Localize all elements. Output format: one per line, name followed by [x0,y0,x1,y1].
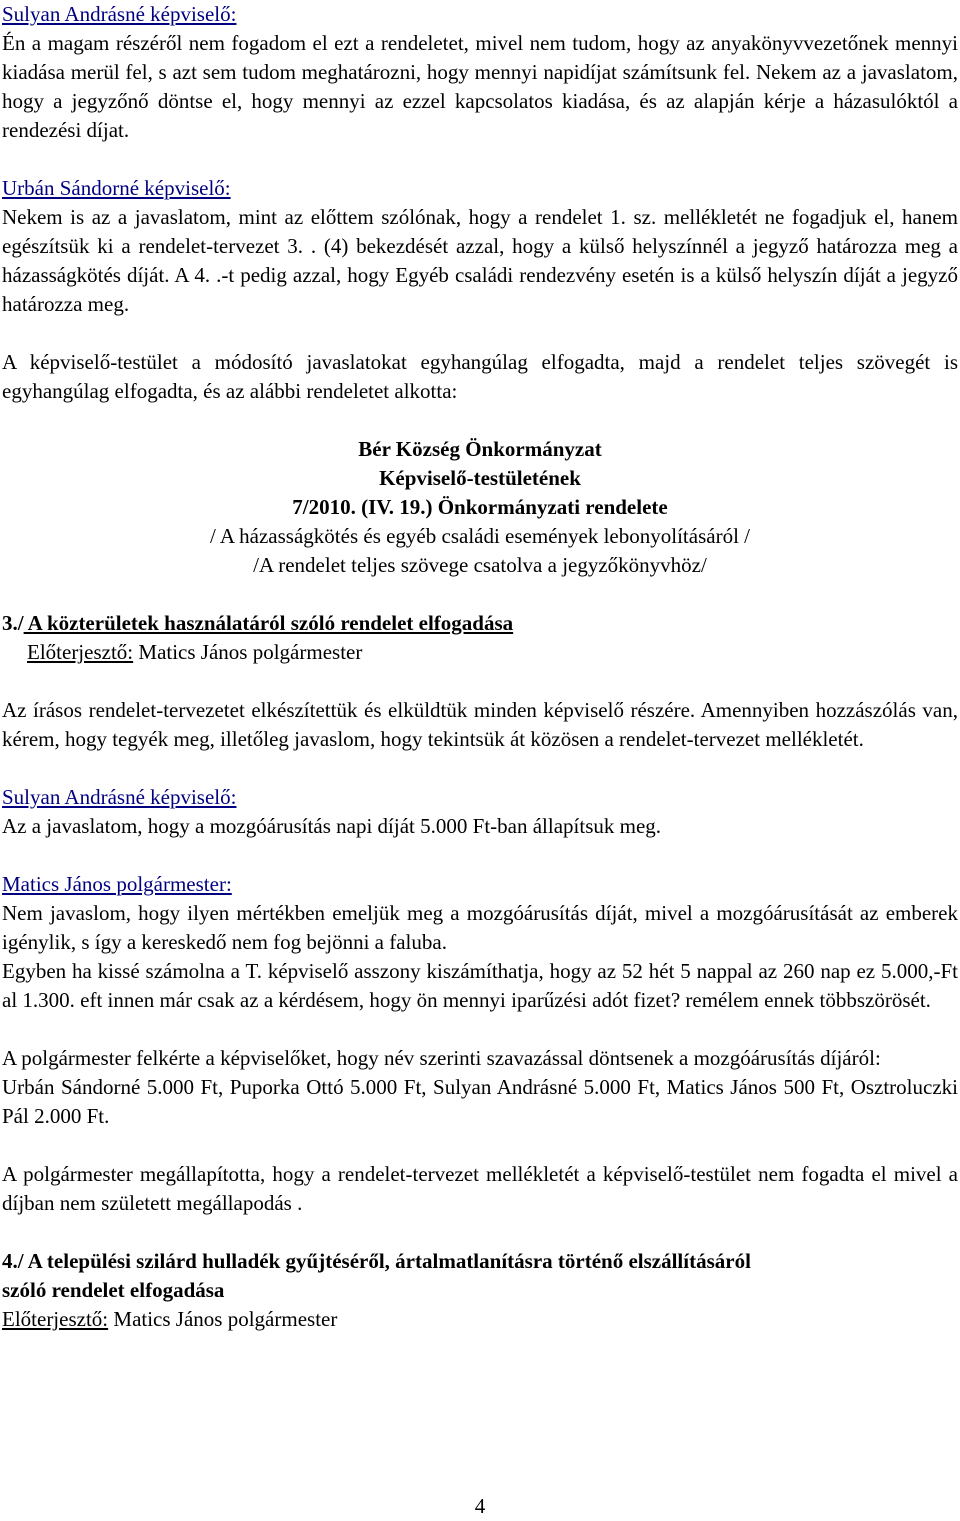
presenter-line: Előterjesztő: Matics János polgármester [27,640,363,664]
paragraph: Nem javaslom, hogy ilyen mértékben emeljük meg a mozgóárusítás díját, mivel a mozgóárusítását az emberek igénylik, s így a kereskedő nem fog bejönni a faluba. [2,901,958,954]
speaker-label: Matics János polgármester: [2,872,232,896]
decree-line: Bér Község Önkormányzat [358,437,602,461]
paragraph: Az a javaslatom, hogy a mozgóárusítás napi díját 5.000 Ft-ban állapítsuk meg. [2,814,662,838]
section-title: 3./ A közterületek használatáról szóló rendelet elfogadása [2,611,514,635]
section-title: szóló rendelet elfogadása [2,1278,225,1302]
paragraph: Urbán Sándorné 5.000 Ft, Puporka Ottó 5.000 Ft, Sulyan Andrásné 5.000 Ft, Matics János 500 Ft, Osztroluczki Pál 2.000 Ft. [2,1075,958,1128]
decree-note: /A rendelet teljes szövege csatolva a jegyzőkönyvhöz/ [253,553,707,577]
paragraph: A képviselő-testület a módosító javaslatokat egyhangúlag elfogadta, majd a rendelet teljes szövegét is egyhangúlag elfogadta, és az alábbi rendeletet alkotta: [2,350,958,403]
paragraph: A polgármester megállapította, hogy a rendelet-tervezet mellékletét a képviselő-testület nem fogadta el mivel a díjban nem született megállapodás . [2,1162,958,1215]
page-number: 4 [474,1494,486,1518]
decree-line: Képviselő-testületének [379,466,581,490]
speaker-label: Urbán Sándorné képviselő: [2,176,231,200]
decree-subtitle: / A házasságkötés és egyéb családi események lebonyolításáról / [209,524,750,548]
presenter-line: Előterjesztő: Matics János polgármester [2,1307,338,1331]
paragraph: Egyben ha kissé számolna a T. képviselő asszony kiszámíthatja, hogy az 52 hét 5 nappal az 260 nap ez 5.000,-Ft al 1.300. eft innen már csak az a kérdésem, hogy ön mennyi iparűzési adót fizet? remélem ennek többszörösét. [2,959,958,1012]
speaker-label: Sulyan Andrásné képviselő: [2,785,237,809]
section-title: 4./ A települési szilárd hulladék gyűjtéséről, ártalmatlanításra történő elszállításáról [2,1249,751,1273]
speaker-label: Sulyan Andrásné képviselő: [2,2,237,26]
paragraph: Az írásos rendelet-tervezetet elkészítettük és elküldtük minden képviselő részére. Amennyiben hozzászólás van, kérem, hogy tegyék meg, illetőleg javaslom, hogy tekintsük át közösen a rendelet-tervezet mellékletét. [2,698,958,751]
decree-heading [2,435,958,580]
paragraph: A polgármester felkérte a képviselőket, hogy név szerinti szavazással döntsenek a mozgóárusítás díjáról: [2,1046,881,1070]
paragraph: Nekem is az a javaslatom, mint az előttem szólónak, hogy a rendelet 1. sz. mellékletét ne fogadjuk el, hanem egészítsük ki a rendelet-tervezet 3. . (4) bekezdését azzal, hogy a külső helyszínnél a jegyző határozza meg a házasságkötés díját. A 4. .-t pedig azzal, hogy Egyéb családi rendezvény esetén is a külső helyszín díját a jegyző határozza meg. [2,205,958,316]
paragraph: Én a magam részéről nem fogadom el ezt a rendeletet, mivel nem tudom, hogy az anyakönyvvezetőnek mennyi kiadása merül fel, s azt sem tudom meghatározni, hogy mennyi napidíjat számítsunk fel. Nekem az a javaslatom, hogy a jegyzőnő döntse el, hogy mennyi az ezzel kapcsolatos kiadása, és az alapján kérje a házasulóktól a rendezési díjat. [2,31,958,142]
decree-line: 7/2010. (IV. 19.) Önkormányzati rendelete [292,495,668,519]
